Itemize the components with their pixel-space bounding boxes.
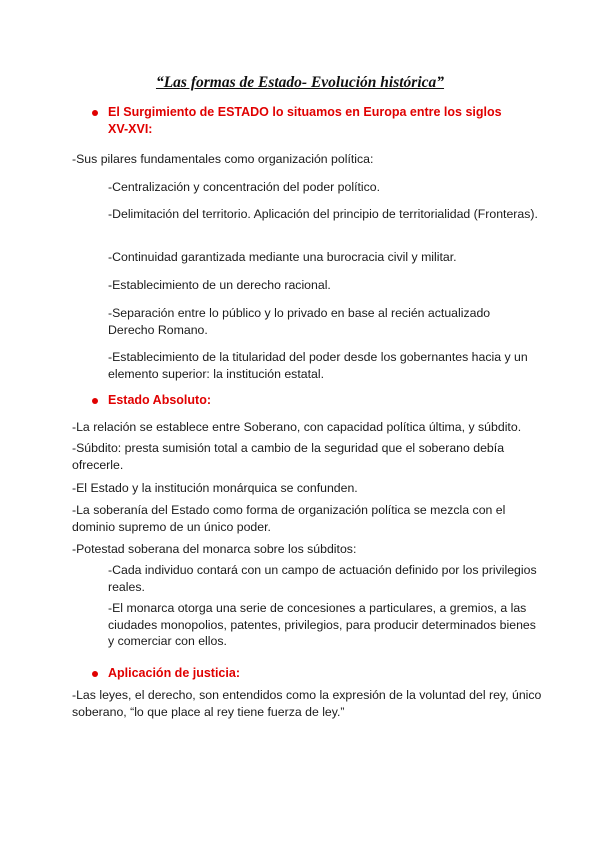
list-item: -Centralización y concentración del poder político. [108,180,381,194]
list-item: -Separación entre lo público y lo privado en base al recién actualizado Derecho Romano. [108,306,491,337]
bullet-icon [92,398,98,404]
section-heading-estado-absoluto: Estado Absoluto: [92,392,512,409]
list-item: -Establecimiento de un derecho racional. [108,278,331,292]
list-item: -Establecimiento de la titularidad del poder desde los gobernantes hacia y un elemento superior: la institución estatal. [108,350,528,381]
list-item: -El monarca otorga una serie de concesiones a particulares, a gremios, a las ciudades monopolios, patentes, privilegios, para producir determinados bienes y comerciar con ellos. [108,601,536,648]
paragraph: -El Estado y la institución monárquica se confunden. [72,481,358,495]
list-item: -Cada individuo contará con un campo de actuación definido por los privilegios reales. [108,563,537,594]
bullet-icon [92,671,98,677]
paragraph: -Súbdito: presta sumisión total a cambio de la seguridad que el soberano debía ofrecerle. [72,441,505,472]
section-heading-justicia: Aplicación de justicia: [92,665,512,682]
paragraph: -La soberanía del Estado como forma de organización política se mezcla con el dominio supremo de un único poder. [72,503,506,534]
paragraph: -Potestad soberana del monarca sobre los súbditos: [72,542,357,556]
list-item: -Delimitación del territorio. Aplicación del principio de territorialidad (Fronteras). [108,207,538,221]
paragraph: -Las leyes, el derecho, son entendidos como la expresión de la voluntad del rey, único soberano, “lo que place al rey tiene fuerza de ley.” [72,688,542,719]
list-item: -Continuidad garantizada mediante una burocracia civil y militar. [108,250,457,264]
paragraph: -Sus pilares fundamentales como organización política: [72,152,374,166]
document-title: “Las formas de Estado- Evolución histórica” [155,74,445,91]
section-heading-surgimiento: El Surgimiento de ESTADO lo situamos en Europa entre los siglos XV-XVI: [92,104,512,138]
paragraph: -La relación se establece entre Soberano, con capacidad política última, y súbdito. [72,420,522,434]
bullet-icon [92,110,98,116]
